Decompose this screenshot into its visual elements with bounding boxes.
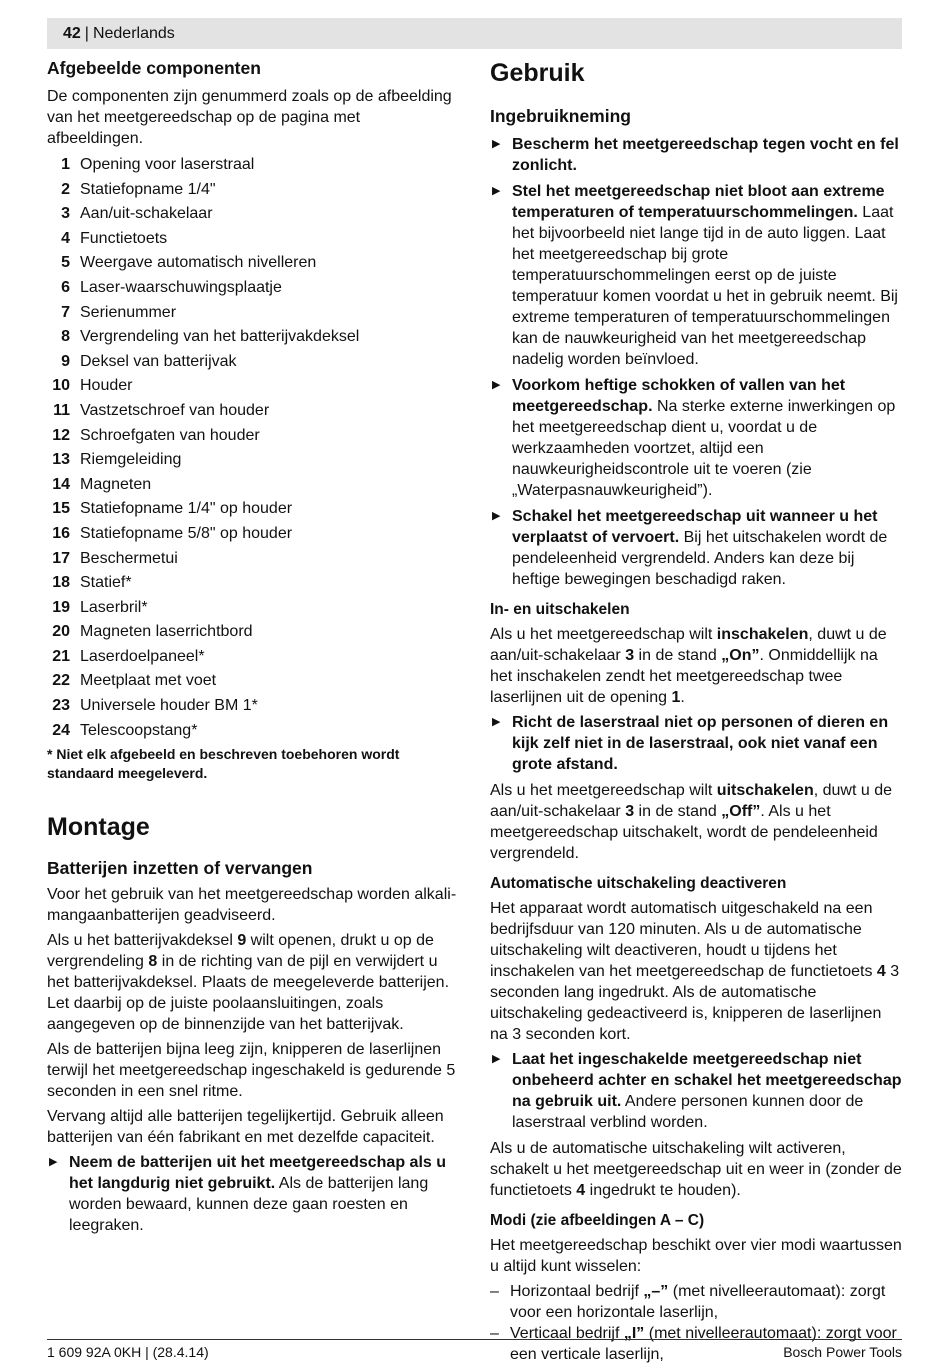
component-number: 2 — [61, 180, 70, 198]
auto-off-title: Automatische uitschakeling deactiveren — [490, 875, 787, 892]
footer-brand: Bosch Power Tools — [783, 1344, 902, 1360]
component-item — [47, 571, 459, 596]
components-list — [47, 153, 459, 743]
component-label: Laserbril* — [80, 598, 148, 616]
component-item — [47, 473, 459, 498]
auto-off-paragraph: Het apparaat wordt automatisch uitgeschakeld na een bedrijfsduur van 120 minuten. Als u de automatische uitschakeling wilt deactiveren, houdt u tijdens het inschakelen van het meetgereedschap de functietoets 4 3 seconden lang ingedrukt. Als de automatische uitschakeling gedeactiveerd is, knipperen de laserlijnen na 3 seconden kort. — [490, 900, 900, 1043]
component-label: Meetplaat met voet — [80, 672, 217, 690]
component-item — [47, 694, 459, 719]
bullet-triangle-icon: ▶ — [492, 716, 501, 728]
warning-moisture: ▶ Bescherm het meetgereedschap tegen vocht en fel zonlicht. — [492, 136, 899, 174]
battery-paragraph-1: Voor het gebruik van het meetgereedschap worden alkali-mangaanbatterijen geadviseerd. — [47, 886, 457, 925]
component-number: 3 — [61, 205, 70, 223]
modi-title: Modi (zie afbeeldingen A – C) — [490, 1212, 705, 1229]
battery-title: Batterijen inzetten of vervangen — [47, 858, 313, 879]
component-label: Beschermetui — [80, 549, 178, 567]
component-item — [47, 719, 459, 744]
component-item — [47, 325, 459, 350]
components-intro: De componenten zijn genummerd zoals op de afbeelding van het meetgereedschap op de pagina met afbeeldingen. — [47, 88, 452, 147]
component-number: 5 — [61, 254, 70, 272]
battery-paragraph-3: Als de batterijen bijna leeg zijn, knipperen de laserlijnen terwijl het meetgereedschap ingeschakeld is gedurende 5 seconden in een snel ritme. — [47, 1041, 456, 1101]
bullet-triangle-icon: ▶ — [492, 1053, 501, 1065]
modi-intro: Het meetgereedschap beschikt over vier modi waartussen u altijd kunt wisselen: — [490, 1237, 902, 1275]
component-item — [47, 399, 459, 424]
bullet-triangle-icon: ▶ — [492, 138, 501, 150]
component-label: Vastzetschroef van houder — [80, 401, 270, 419]
footer-doc-id: 1 609 92A 0KH | (28.4.14) — [47, 1344, 209, 1360]
switch-off-paragraph: Als u het meetgereedschap wilt uitschakelen, duwt u de aan/uit-schakelaar 3 in de stand „Off”. Als u het meetgereedschap uitschakelt, wordt de pendeleenheid vergrendeld. — [490, 782, 893, 862]
mode-vertical: – Verticaal bedrijf „I” (met nivelleerautomaat): zorgt voor een verticale laserlijn, — [490, 1325, 897, 1363]
warning-laser: ▶ Richt de laserstraal niet op personen of dieren en kijk zelf niet in de laserstraal, ook niet vanaf een grote afstand. — [492, 714, 889, 773]
component-label: Serienummer — [80, 303, 177, 321]
header-language: Nederlands — [92, 24, 175, 42]
component-label: Universele houder BM 1* — [80, 697, 258, 715]
component-label: Aan/uit-schakelaar — [80, 205, 213, 223]
warning-unattended: ▶ Laat het ingeschakelde meetgereedschap niet onbeheerd achter en schakel het meetgereedschap na gebruik uit. Andere personen kunnen door de laserstraal verblind worden. — [492, 1051, 902, 1131]
component-number: 15 — [52, 500, 70, 518]
component-number: 20 — [52, 623, 70, 641]
warning-transport: ▶ Schakel het meetgereedschap uit wanneer u het verplaatst of vervoert. Bij het uitschakelen wordt de pendeleenheid vergrendeld. Anders kan deze bij heftige bewegingen beschadigd raken. — [492, 508, 888, 588]
component-number: 14 — [52, 475, 70, 493]
component-label: Magneten laserrichtbord — [80, 623, 253, 641]
component-label: Riemgeleiding — [80, 451, 182, 469]
component-item — [47, 620, 459, 645]
page-header — [47, 18, 902, 49]
component-label: Telescoopstang* — [80, 721, 198, 739]
component-label: Statiefopname 1/4" op houder — [80, 500, 293, 518]
bullet-triangle-icon: ▶ — [492, 379, 501, 391]
battery-paragraph-2: Als u het batterijvakdeksel 9 wilt openen, drukt u op de vergrendeling 8 in de richting van de pijl en verwijdert u het batterijvakdeksel. Plaats de meegeleverde batterijen. Let daarbij op de juiste poolaansluitingen, zoals aangegeven op de binnenzijde van het batterijvak. — [47, 932, 450, 1034]
component-item — [47, 669, 459, 694]
component-label: Statiefopname 5/8" op houder — [80, 524, 293, 542]
component-number: 22 — [52, 672, 70, 690]
component-label: Vergrendeling van het batterijvakdeksel — [80, 328, 360, 346]
component-number: 1 — [61, 156, 70, 173]
switch-on-paragraph: Als u het meetgereedschap wilt inschakelen, duwt u de aan/uit-schakelaar 3 in de stand „On”. Onmiddellijk na het inschakelen zendt het meetgereedschap twee laserlijnen uit de opening 1. — [490, 626, 887, 706]
bullet-triangle-icon: ▶ — [492, 510, 501, 522]
component-number: 8 — [61, 328, 70, 346]
component-item — [47, 301, 459, 326]
bullet-triangle-icon: ▶ — [492, 185, 501, 197]
component-label: Opening voor laserstraal — [80, 156, 255, 173]
auto-on-paragraph: Als u de automatische uitschakeling wilt activeren, schakelt u het meetgereedschap uit en weer in (zonder de functietoets 4 ingedrukt te houden). — [490, 1140, 902, 1199]
component-item — [47, 227, 459, 252]
component-number: 18 — [52, 574, 70, 592]
component-label: Deksel van batterijvak — [80, 352, 237, 370]
header-separator: | — [84, 24, 89, 42]
component-item — [47, 374, 459, 399]
component-item — [47, 153, 459, 178]
component-item — [47, 424, 459, 449]
warning-shocks: ▶ Voorkom heftige schokken of vallen van het meetgereedschap. Na sterke externe inwerkingen op het meetgereedschap dient u, voordat u de werkzaamheden voortzet, altijd een nauwkeurigheidscontrole uit te voeren (zie „Waterpasnauwkeurigheid”). — [492, 377, 896, 499]
component-number: 10 — [52, 377, 70, 395]
component-label: Laser-waarschuwingsplaatje — [80, 278, 282, 296]
component-label: Statiefopname 1/4" — [80, 180, 216, 198]
component-number: 7 — [61, 303, 70, 321]
component-label: Functietoets — [80, 229, 168, 247]
component-item — [47, 350, 459, 375]
component-item — [47, 522, 459, 547]
montage-title: Montage — [47, 813, 150, 842]
component-label: Schroefgaten van houder — [80, 426, 260, 444]
onoff-title: In- en uitschakelen — [490, 601, 630, 618]
page-number: 42 — [63, 24, 81, 42]
component-item — [47, 497, 459, 522]
left-column — [47, 56, 459, 1241]
ingebruikneming-title: Ingebruikneming — [490, 106, 631, 126]
component-number: 12 — [52, 426, 70, 444]
component-number: 21 — [52, 647, 70, 665]
component-number: 16 — [52, 524, 70, 542]
component-number: 17 — [52, 549, 70, 567]
component-item — [47, 251, 459, 276]
components-title: Afgebeelde componenten — [47, 58, 261, 78]
footer-divider — [47, 1339, 902, 1340]
bullet-triangle-icon: ▶ — [49, 1156, 58, 1169]
component-number: 4 — [61, 229, 70, 247]
battery-warning: ▶ Neem de batterijen uit het meetgereedschap als u het langdurig niet gebruikt. Als de batterijen lang worden bewaard, kunnen deze gaan roesten en leegraken. — [49, 1154, 447, 1235]
right-column — [490, 56, 903, 1365]
warning-temperature: ▶ Stel het meetgereedschap niet bloot aan extreme temperaturen of temperatuurschommelingen. Laat het bijvoorbeeld niet lange tijd in de auto liggen. Laat het meetgereedschap bij grote temperatuurschommelingen eerst op de juiste temperatuur komen voordat u het in gebruik neemt. Bij extreme temperaturen of temperatuurschommelingen kan de nauwkeurigheid van het meetgereedschap nadelig worden beïnvloed. — [492, 183, 898, 368]
component-item — [47, 547, 459, 572]
component-item — [47, 276, 459, 301]
component-label: Weergave automatisch nivelleren — [80, 254, 317, 272]
component-label: Statief* — [80, 574, 132, 592]
component-item — [47, 178, 459, 203]
component-item — [47, 645, 459, 670]
component-number: 11 — [53, 401, 70, 419]
battery-paragraph-4: Vervang altijd alle batterijen tegelijkertijd. Gebruik alleen batterijen van één fabrikant en met dezelfde capaciteit. — [47, 1108, 444, 1147]
component-number: 9 — [61, 352, 70, 370]
component-number: 23 — [52, 697, 70, 715]
gebruik-title: Gebruik — [490, 59, 585, 87]
component-number: 24 — [52, 721, 70, 739]
mode-horizontal: – Horizontaal bedrijf „–” (met nivelleerautomaat): zorgt voor een horizontale laserlijn, — [490, 1283, 886, 1321]
component-label: Magneten — [80, 475, 152, 493]
component-label: Houder — [80, 377, 133, 395]
component-item — [47, 448, 459, 473]
component-item — [47, 596, 459, 621]
component-number: 6 — [61, 278, 70, 296]
component-item — [47, 202, 459, 227]
component-number: 13 — [52, 451, 70, 469]
component-label: Laserdoelpaneel* — [80, 647, 205, 665]
footnote: * Niet elk afgebeeld en beschreven toebehoren wordt standaard meegeleverd. — [47, 746, 400, 781]
component-number: 19 — [52, 598, 70, 616]
